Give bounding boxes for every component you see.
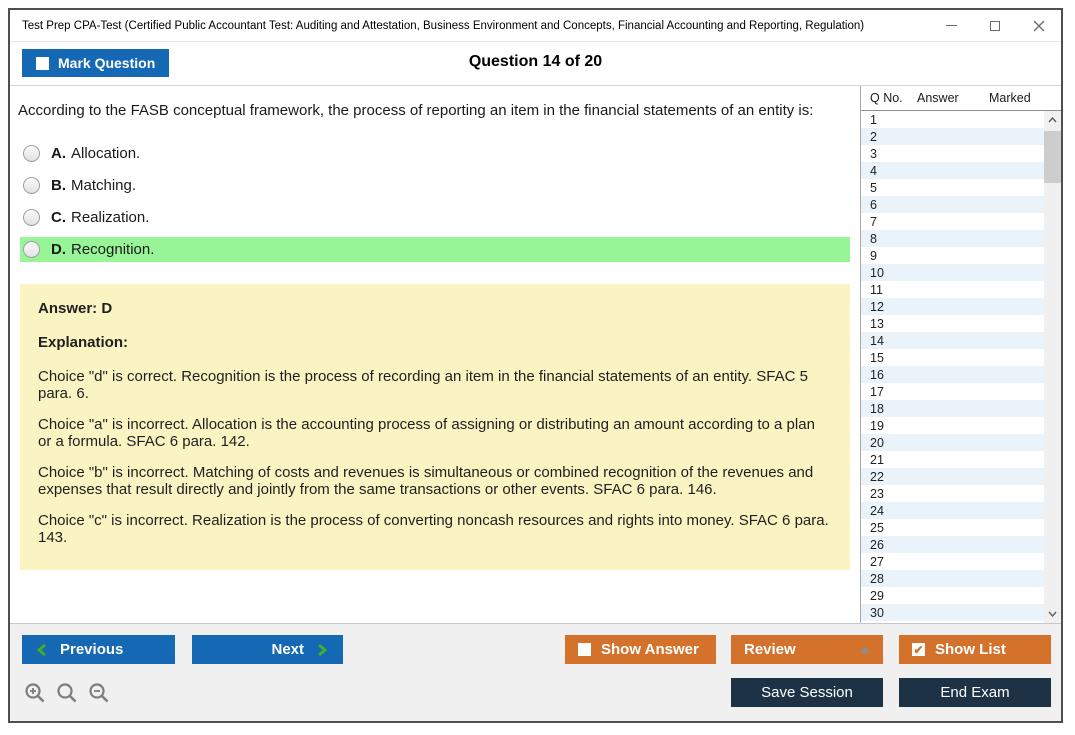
row-qno: 4 [870,163,877,178]
row-qno: 27 [870,554,884,569]
option-letter: D. [51,241,66,258]
row-qno: 29 [870,588,884,603]
question-list-row[interactable] [861,519,1044,536]
review-label: Review [744,641,796,658]
window-title: Test Prep CPA-Test (Certified Public Accountant Test: Auditing and Attestation, Business Environment and Concepts, Financial Accounting and Reporting, Regulation) [22,19,865,32]
question-list-row[interactable] [861,604,1044,621]
zoom-out-icon[interactable] [88,682,111,705]
option-letter: B. [51,177,66,194]
question-list-row[interactable] [861,264,1044,281]
answer-option[interactable] [20,205,850,230]
row-qno: 20 [870,435,884,450]
question-list-row[interactable] [861,553,1044,570]
row-qno: 25 [870,520,884,535]
answer-option[interactable] [20,141,850,166]
show-list-checkbox[interactable] [912,643,925,656]
row-qno: 10 [870,265,884,280]
row-qno: 16 [870,367,884,382]
scroll-up-arrow-icon[interactable] [1044,112,1061,128]
app-window [8,8,1063,723]
row-qno: 23 [870,486,884,501]
question-list-row[interactable] [861,434,1044,451]
explanation-paragraph: Choice "a" is incorrect. Allocation is the accounting process of assigning or distributing an amount according to a plan or a formula. SFAC 6 para. 142. [38,416,815,450]
explanation-box [20,284,850,570]
question-list-row[interactable] [861,468,1044,485]
minimize-icon [946,25,957,26]
titlebar [10,10,1061,42]
column-answer: Answer [917,91,959,105]
explanation-paragraph: Choice "c" is incorrect. Realization is the process of converting noncash resources and rights into money. SFAC 6 para. 143. [38,512,829,546]
row-qno: 1 [870,112,877,127]
close-icon [1033,20,1045,32]
zoom-in-icon[interactable] [24,682,47,705]
save-session-button[interactable] [731,678,883,707]
question-list-row[interactable] [861,128,1044,145]
show-answer-checkbox[interactable] [578,643,591,656]
next-label: Next [271,641,304,658]
question-list-row[interactable] [861,179,1044,196]
maximize-icon [990,21,1000,31]
show-answer-button[interactable] [565,635,716,664]
option-text: Allocation. [71,145,141,162]
question-list-row[interactable] [861,383,1044,400]
column-marked: Marked [989,91,1031,105]
review-dropdown[interactable] [731,635,883,664]
end-exam-label: End Exam [940,684,1010,701]
row-qno: 17 [870,384,884,399]
question-text: According to the FASB conceptual framework, the process of reporting an item in the financial statements of an entity is: [18,102,814,119]
question-list-row[interactable] [861,213,1044,230]
row-qno: 12 [870,299,884,314]
next-button[interactable] [192,635,343,664]
option-text: Realization. [71,209,150,226]
row-qno: 14 [870,333,884,348]
row-qno: 28 [870,571,884,586]
row-qno: 15 [870,350,884,365]
row-qno: 8 [870,231,877,246]
column-qno: Q No. [870,91,903,105]
explanation-heading: Explanation: [38,334,129,351]
question-list-row[interactable] [861,366,1044,383]
radio-button[interactable] [23,241,40,258]
question-list-row[interactable] [861,196,1044,213]
question-list-row[interactable] [861,247,1044,264]
question-list-row[interactable] [861,502,1044,519]
radio-button[interactable] [23,145,40,162]
row-qno: 21 [870,452,884,467]
question-list-row[interactable] [861,587,1044,604]
question-list-row[interactable] [861,349,1044,366]
zoom-reset-icon[interactable] [56,682,79,705]
window-controls [929,10,1061,41]
row-qno: 11 [870,282,883,297]
show-list-button[interactable] [899,635,1051,664]
row-qno: 7 [870,214,877,229]
question-list-row[interactable] [861,111,1044,128]
save-session-label: Save Session [761,684,853,701]
row-qno: 6 [870,197,877,212]
end-exam-button[interactable] [899,678,1051,707]
question-list-row[interactable] [861,451,1044,468]
row-qno: 3 [870,146,877,161]
options-list [10,141,860,262]
scrollbar-thumb[interactable] [1044,131,1061,183]
triangle-up-icon [860,646,870,653]
question-list-row[interactable] [861,417,1044,434]
radio-button[interactable] [23,209,40,226]
option-letter: A. [51,145,66,162]
radio-button[interactable] [23,177,40,194]
row-qno: 13 [870,316,884,331]
question-counter: Question 14 of 20 [468,53,603,70]
show-answer-label: Show Answer [601,641,699,658]
minimize-button[interactable] [929,10,973,41]
question-list-row[interactable] [861,570,1044,587]
answer-label: Answer: D [38,300,113,317]
chevron-right-icon [317,643,327,657]
previous-button[interactable] [22,635,175,664]
answer-option[interactable] [20,173,850,198]
row-qno: 24 [870,503,884,518]
question-list-row[interactable] [861,536,1044,553]
chevron-left-icon [37,643,47,657]
close-button[interactable] [1017,10,1061,41]
question-list-row[interactable] [861,298,1044,315]
question-list-row[interactable] [861,485,1044,502]
question-list-row[interactable] [861,230,1044,247]
footer-bar [10,623,1061,723]
question-list-scrollbar[interactable] [1044,111,1061,623]
question-panel [10,86,860,623]
explanation-paragraph: Choice "b" is incorrect. Matching of costs and revenues is simultaneous or combined recognition of the revenues and expenses that result directly and jointly from the same transactions or other events. SFAC 6 para. 146. [38,464,814,498]
row-qno: 9 [870,248,877,263]
row-qno: 22 [870,469,884,484]
option-letter: C. [51,209,66,226]
question-list-row[interactable] [861,281,1044,298]
mark-question-label: Mark Question [58,55,156,71]
option-text: Matching. [71,177,137,194]
question-list-row[interactable] [861,400,1044,417]
row-qno: 26 [870,537,884,552]
row-qno: 30 [870,605,884,620]
answer-option[interactable] [20,237,850,262]
row-qno: 5 [870,180,877,195]
question-list-header [861,86,1061,111]
row-qno: 18 [870,401,884,416]
question-list-panel [860,86,1061,623]
zoom-controls [24,682,111,705]
option-text: Recognition. [71,241,155,258]
scroll-down-arrow-icon[interactable] [1044,606,1061,622]
question-header-bar [10,42,1061,86]
show-list-label: Show List [935,641,1006,658]
explanation-paragraphs [38,368,832,546]
question-list-row[interactable] [861,145,1044,162]
question-list-row[interactable] [861,162,1044,179]
question-list-row[interactable] [861,315,1044,332]
checkmark-icon: ✔ [913,642,924,657]
explanation-paragraph: Choice "d" is correct. Recognition is the process of recording an item in the financial statements of an entity. SFAC 5 para. 6. [38,368,808,402]
row-qno: 19 [870,418,884,433]
previous-label: Previous [60,641,124,658]
question-list-row[interactable] [861,332,1044,349]
question-list [861,111,1061,623]
maximize-button[interactable] [973,10,1017,41]
row-qno: 2 [870,129,877,144]
